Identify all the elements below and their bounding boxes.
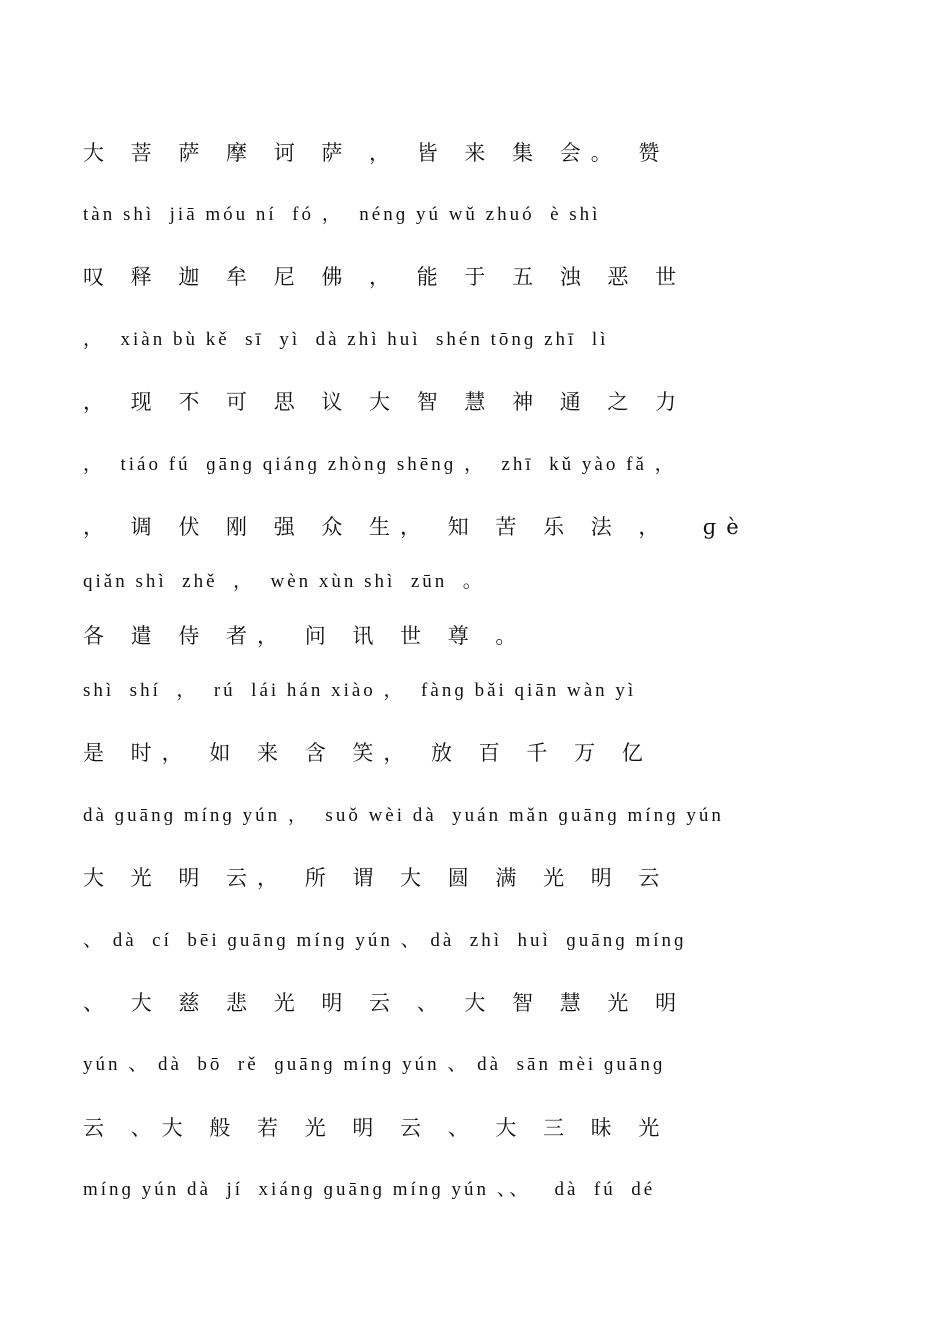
pinyin-line: qiǎn shì zhě ， wèn xùn shì zūn 。: [83, 571, 485, 592]
chinese-text-line: ， 现 不 可 思 议 大 智 慧 神 通 之 力: [83, 390, 687, 414]
chinese-text-line: 大 光 明 云， 所 谓 大 圆 满 光 明 云: [83, 866, 670, 890]
chinese-text-line: 各 遣 侍 者， 问 讯 世 尊 。: [83, 624, 527, 648]
pinyin-line: tàn shì jiā móu ní fó ， nénɡ yú wǔ zhuó è shì: [83, 204, 601, 225]
pinyin-line: ， tiáo fú ɡānɡ qiánɡ zhònɡ shēnɡ ， zhī kǔ yào fǎ ，: [83, 454, 677, 475]
chinese-text-line: ， 调 伏 刚 强 众 生， 知 苦 乐 法 ， ɡè: [83, 515, 749, 539]
pinyin-line: shì shí ， rú lái hán xiào ， fànɡ bǎi qiān wàn yì: [83, 680, 637, 701]
pinyin-line: 、 dà cí bēi ɡuānɡ mínɡ yún 、 dà zhì huì ɡuānɡ mínɡ: [83, 930, 687, 951]
chinese-text-line: 、 大 慈 悲 光 明 云 、 大 智 慧 光 明: [83, 991, 687, 1015]
pinyin-line: yún 、 dà bō rě ɡuānɡ mínɡ yún 、 dà sān mèi ɡuānɡ: [83, 1054, 666, 1075]
chinese-text-line: 云 、大 般 若 光 明 云 、 大 三 昧 光: [83, 1116, 670, 1140]
pinyin-line: ， xiàn bù kě sī yì dà zhì huì shén tōnɡ zhī lì: [83, 329, 609, 350]
chinese-text-line: 大 菩 萨 摩 诃 萨 ， 皆 来 集 会。 赞: [83, 141, 670, 165]
chinese-text-line: 是 时， 如 来 含 笑， 放 百 千 万 亿: [83, 741, 653, 765]
pinyin-line: mínɡ yún dà jí xiánɡ ɡuānɡ mínɡ yún 、、 dà fú dé: [83, 1179, 656, 1200]
pinyin-line: dà ɡuānɡ mínɡ yún ， suǒ wèi dà yuán mǎn ɡuānɡ mínɡ yún: [83, 805, 724, 826]
chinese-text-line: 叹 释 迦 牟 尼 佛 ， 能 于 五 浊 恶 世: [83, 265, 687, 289]
